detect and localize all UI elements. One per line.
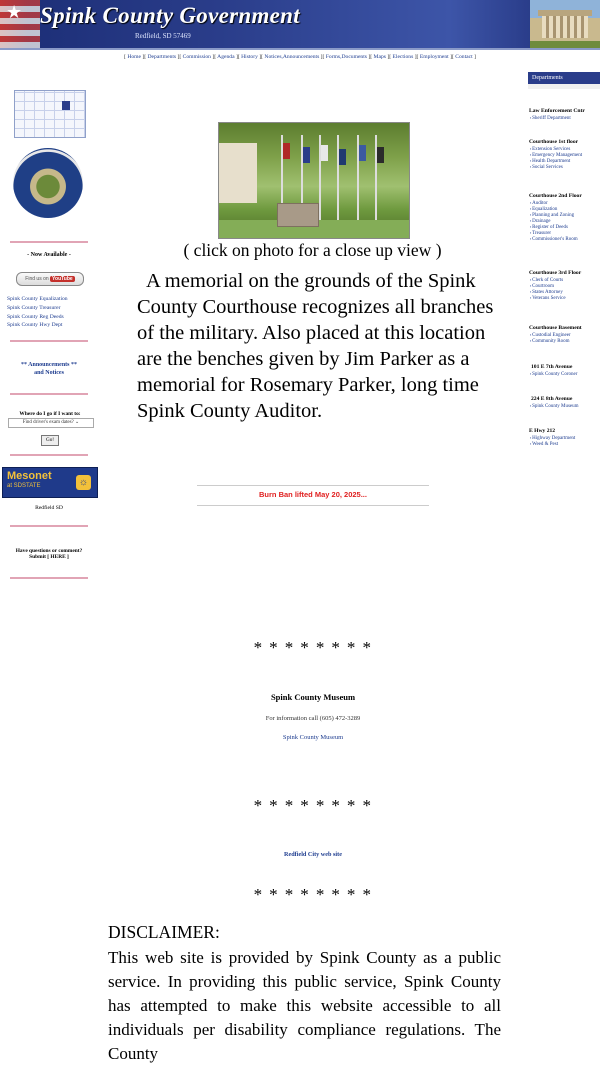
dept-link[interactable]: ▪ Spink County Coroner bbox=[530, 372, 577, 377]
divider bbox=[10, 393, 88, 395]
dept-link[interactable]: ▪ Auditor bbox=[530, 201, 548, 206]
section-title: Courthouse 2nd Floor bbox=[529, 193, 582, 199]
state-map-image[interactable] bbox=[14, 90, 86, 138]
nav-employment[interactable]: Employment bbox=[419, 54, 449, 60]
announcements-link[interactable]: ** Announcements ** and Notices bbox=[20, 362, 77, 376]
dept-link[interactable]: ▪ Health Department bbox=[530, 159, 570, 164]
link-equalization[interactable]: Spink County Equalization bbox=[7, 296, 68, 302]
questions-prompt: Have questions or comment? Submit [ HERE ] bbox=[0, 548, 98, 560]
divider bbox=[10, 577, 88, 579]
dept-link[interactable]: ▪ Weed & Pest bbox=[530, 442, 558, 447]
dept-link[interactable]: ▪ Treasurer bbox=[530, 231, 551, 236]
link-treasurer[interactable]: Spink County Treasurer bbox=[7, 304, 61, 311]
youtube-label: Find us on bbox=[25, 276, 49, 282]
dept-link[interactable]: ▪ Courtroom bbox=[530, 284, 554, 289]
where-question-label: Where do I go if I want to: bbox=[19, 411, 81, 417]
star-icon: ★ bbox=[6, 2, 23, 22]
divider bbox=[10, 241, 88, 243]
left-links bbox=[7, 295, 99, 330]
nav-home[interactable]: Home bbox=[127, 54, 141, 60]
weather-station-icon: ☼ bbox=[76, 475, 91, 490]
redfield-city-link[interactable]: Redfield City web site bbox=[284, 851, 342, 858]
star-divider: * * * * * * * * bbox=[253, 796, 373, 815]
mesonet-banner[interactable] bbox=[2, 467, 98, 498]
museum-title: Spink County Museum bbox=[270, 692, 356, 702]
mesonet-sub: at SDSTATE bbox=[7, 483, 41, 489]
dept-link[interactable]: ▪ Extension Services bbox=[530, 147, 570, 152]
dept-link[interactable]: ▪ Register of Deeds bbox=[530, 225, 568, 230]
disclaimer-heading: DISCLAIMER: bbox=[108, 922, 220, 942]
dept-link[interactable]: ▪ Spink County Museum bbox=[530, 404, 579, 409]
mesonet-label: Mesonet bbox=[7, 470, 52, 482]
chevron-down-icon: ⌄ bbox=[75, 420, 80, 425]
dept-link[interactable]: ▪ Equalization bbox=[530, 207, 557, 212]
burn-ban-box bbox=[197, 485, 429, 506]
star-divider: * * * * * * * * bbox=[253, 885, 373, 904]
site-title[interactable]: Spink County Government bbox=[40, 3, 300, 28]
section-title: E Hwy 212 bbox=[529, 428, 556, 434]
site-header bbox=[0, 0, 600, 50]
courthouse-image bbox=[530, 0, 600, 48]
dept-link[interactable]: ▪ Highway Department bbox=[530, 436, 575, 441]
dept-link[interactable]: ▪ Drainage bbox=[530, 219, 550, 224]
youtube-button[interactable] bbox=[16, 272, 84, 286]
link-hwy-dept[interactable]: Spink County Hwy Dept bbox=[7, 322, 63, 329]
museum-phone: For information call (605) 472-3289 bbox=[265, 715, 361, 722]
nav-elections[interactable]: Elections bbox=[392, 54, 414, 60]
dept-link[interactable]: ▪ Planning and Zoning bbox=[530, 213, 574, 218]
dept-link[interactable]: ▪ Veterans Service bbox=[530, 296, 566, 301]
memorial-photo[interactable] bbox=[218, 122, 410, 239]
dept-link[interactable]: ▪ Social Services bbox=[530, 165, 563, 170]
photo-caption: ( click on photo for a close up view ) bbox=[183, 240, 442, 260]
dept-link[interactable]: ▪ Emergency Management bbox=[530, 153, 582, 158]
dept-link[interactable]: ▪ Community Room bbox=[530, 339, 570, 344]
dept-link[interactable]: ▪ States Attorney bbox=[530, 290, 563, 295]
divider bbox=[10, 340, 88, 342]
burn-ban-notice[interactable]: Burn Ban lifted May 20, 2025... bbox=[259, 490, 367, 499]
section-title: Courthouse Basement bbox=[529, 325, 582, 331]
nav-forms[interactable]: Forms,Documents bbox=[325, 54, 367, 60]
section-title: Courthouse 3rd Floor bbox=[529, 270, 582, 276]
dept-link[interactable]: ▪ Sheriff Department bbox=[530, 116, 571, 121]
dept-link[interactable]: ▪ Custodial Engineer bbox=[530, 333, 571, 338]
divider bbox=[10, 454, 88, 456]
star-divider: * * * * * * * * bbox=[253, 638, 373, 657]
where-select[interactable]: Find driver's exam dates? ⌄ bbox=[8, 418, 94, 428]
nav-contact[interactable]: Contact bbox=[455, 54, 473, 60]
go-button[interactable]: Go! bbox=[41, 435, 59, 446]
nav-maps[interactable]: Maps bbox=[373, 54, 386, 60]
nav-history[interactable]: History bbox=[241, 54, 258, 60]
divider bbox=[10, 525, 88, 527]
youtube-logo-icon: YouTube bbox=[52, 276, 73, 282]
site-subtitle: Redfield, SD 57469 bbox=[135, 32, 191, 40]
museum-link[interactable]: Spink County Museum bbox=[282, 734, 344, 741]
section-title: 224 E 8th Avenue bbox=[531, 396, 573, 402]
nav-agenda[interactable]: Agenda bbox=[217, 54, 235, 60]
memorial-description: A memorial on the grounds of the Spink County Courthouse recognizes all branches of the military. Also placed at this location are the benches given by Jim Parker as a memorial for Rosemary Parker, long time Spink County Auditor. bbox=[137, 270, 494, 422]
section-title: 101 E 7th Avenue bbox=[531, 364, 573, 370]
top-nav: [ Home ][ Departments ][ Commission ][ Agenda ][ History ][ Notices,Announcements ][ Forms,Documents ][ Maps ][ Elections ][ Employment ][ Contact ] bbox=[124, 54, 476, 60]
redfield-label: Redfield SD bbox=[35, 505, 63, 511]
submit-link[interactable]: Submit [ HERE ] bbox=[29, 554, 69, 560]
dept-link[interactable]: ▪ Clerk of Courts bbox=[530, 278, 563, 283]
nav-commission[interactable]: Commission bbox=[182, 54, 211, 60]
departments-header: Departments bbox=[528, 72, 600, 84]
link-reg-deeds[interactable]: Spink County Reg Deeds bbox=[7, 313, 64, 320]
disclaimer-text: This web site is provided by Spink County as a public service. In providing this public service, Spink County has attempted to make this website accessible to all individuals per disability compliance regulations. The County bbox=[108, 948, 501, 1063]
county-seal-image bbox=[13, 148, 83, 218]
nav-notices[interactable]: Notices,Announcements bbox=[264, 54, 320, 60]
section-title: Courthouse 1st floor bbox=[529, 139, 579, 145]
dept-link[interactable]: ▪ Commissioner's Room bbox=[530, 237, 578, 242]
now-available-label: - Now Available - bbox=[27, 252, 71, 258]
section-title: Law Enforcement Cntr bbox=[529, 108, 585, 114]
nav-departments[interactable]: Departments bbox=[147, 54, 177, 60]
